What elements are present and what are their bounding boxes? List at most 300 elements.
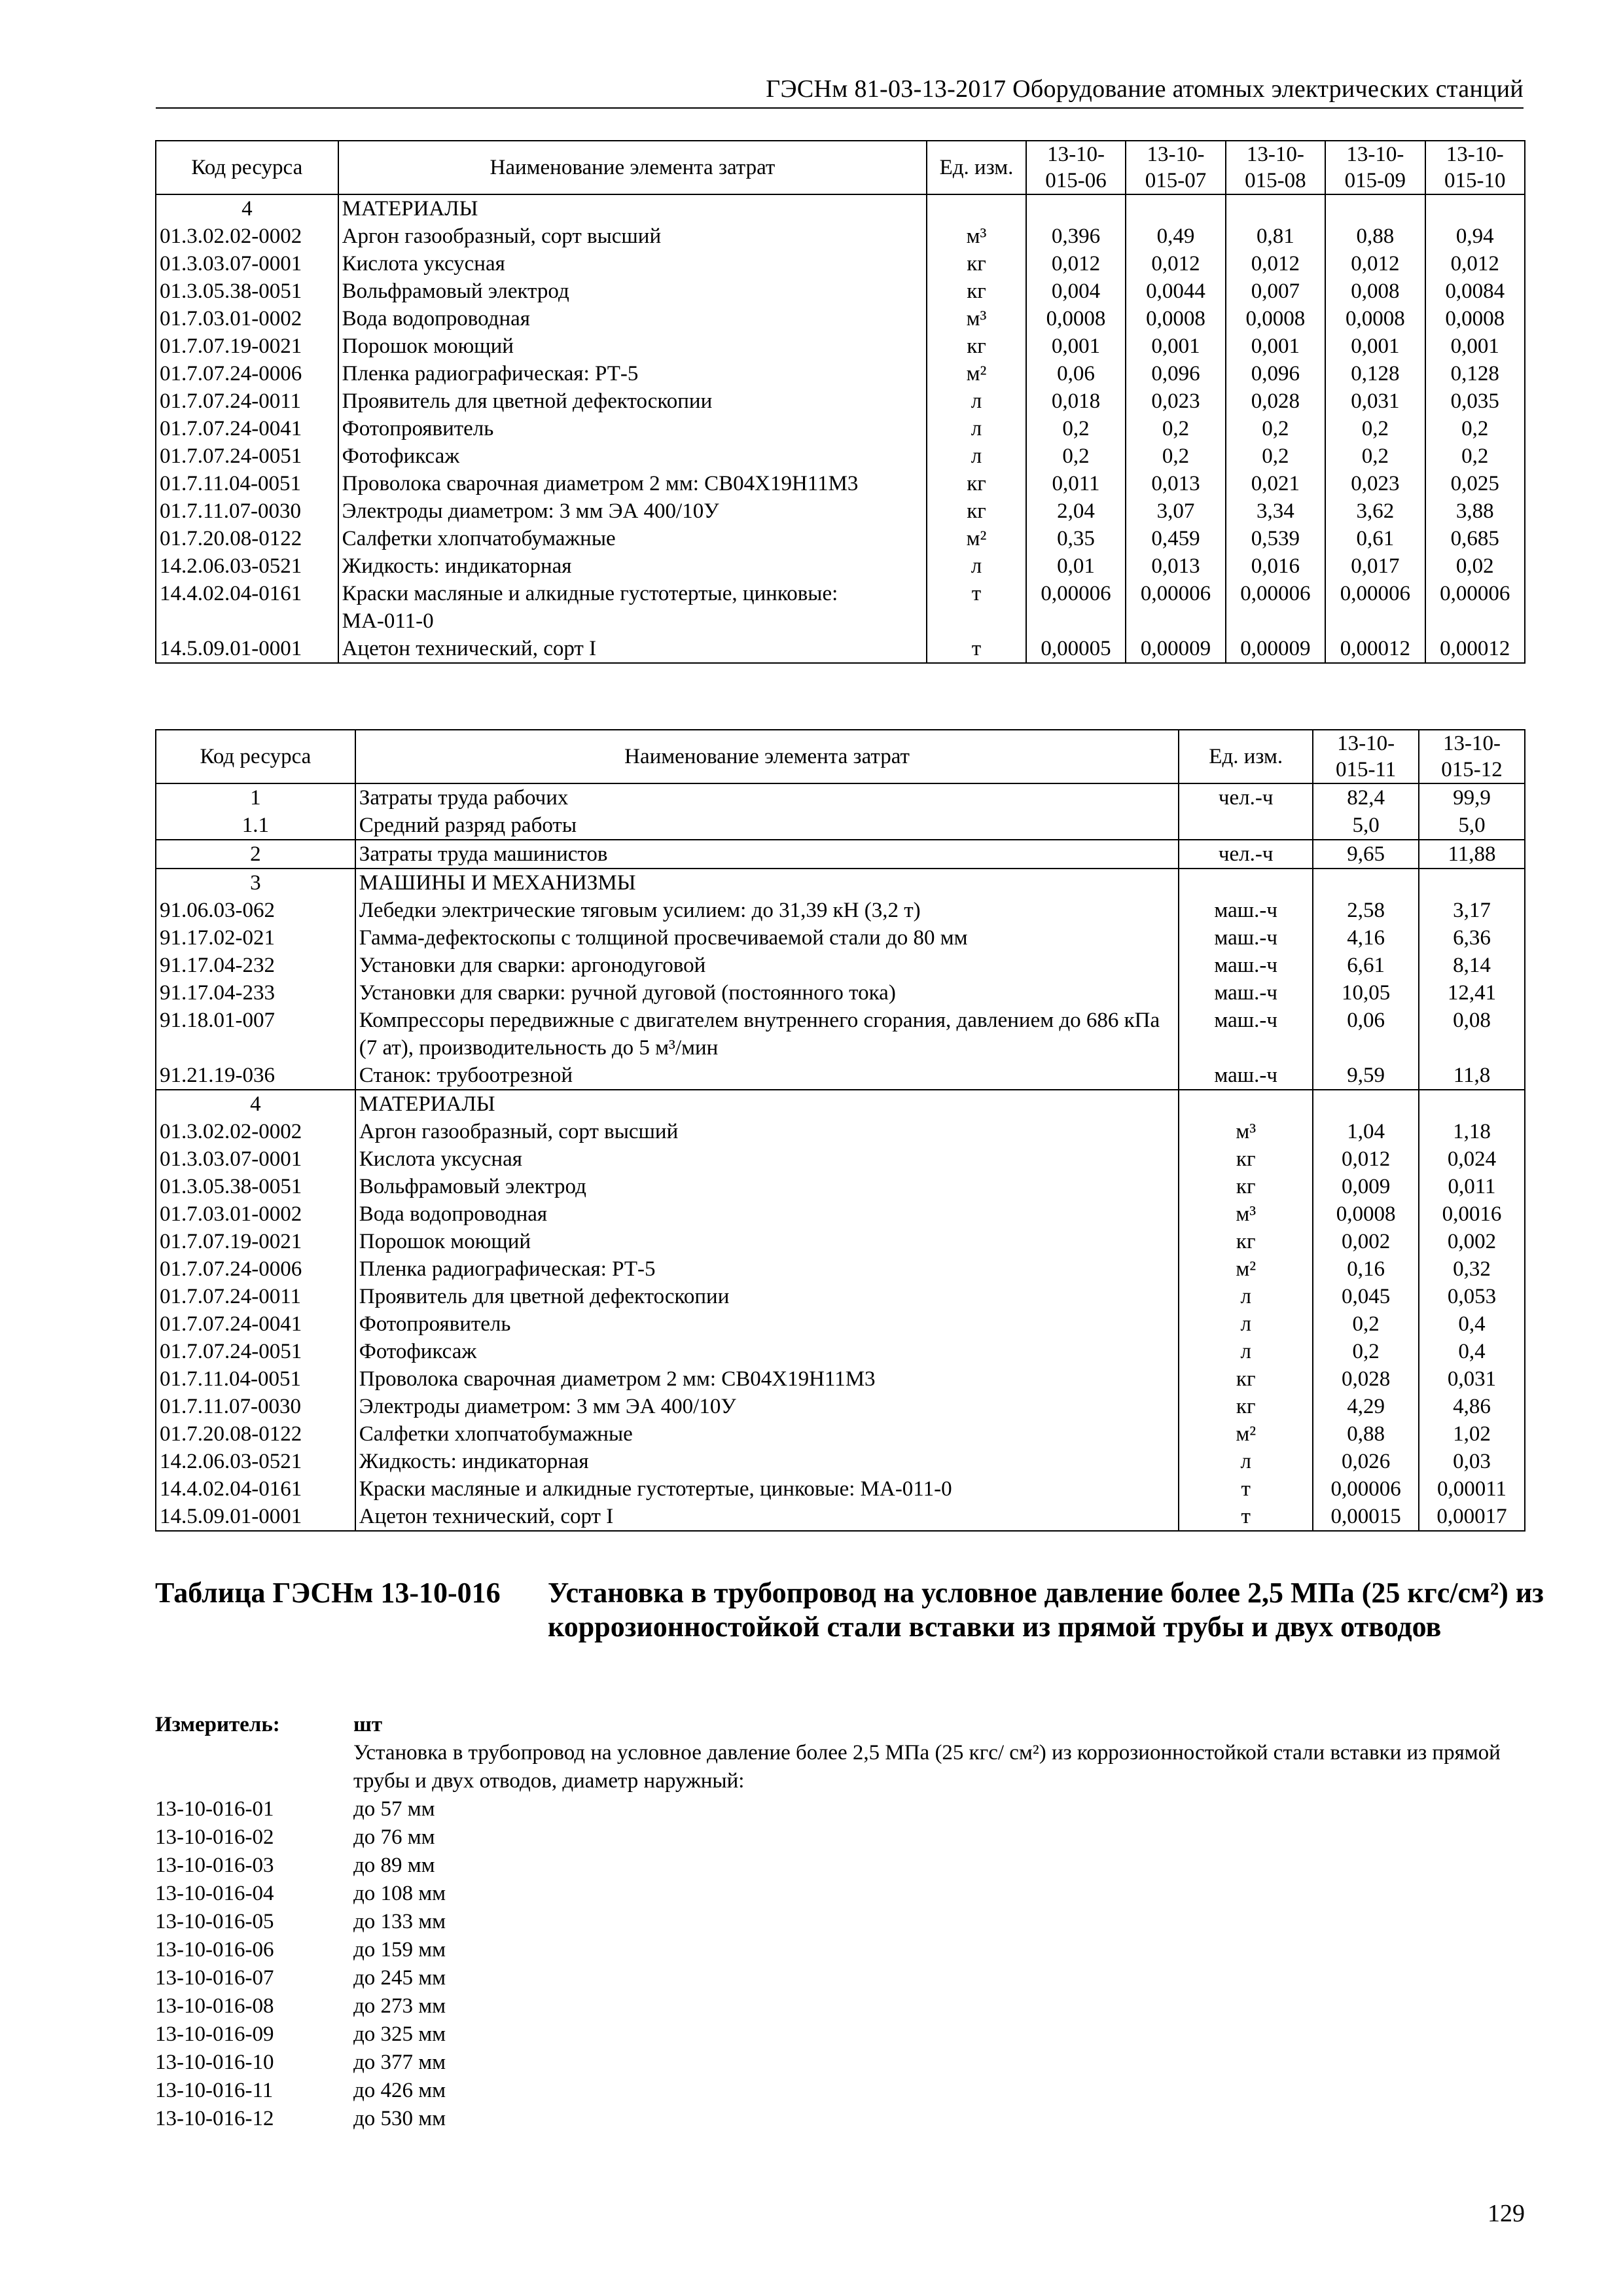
cell-value: 0,0016 [1419,1200,1525,1228]
table-row [156,1503,1525,1531]
cell-code: 01.7.07.24-0051 [156,442,338,470]
cell-unit: маш.-ч [1179,1062,1313,1090]
cell-name: Фотофиксаж [338,442,927,470]
cell-code: 01.3.03.07-0001 [156,250,338,278]
cell-value: 0,32 [1419,1255,1525,1283]
cell-code: 1 [156,783,355,812]
cell-unit: маш.-ч [1179,952,1313,979]
cell-value: 0,026 [1313,1448,1419,1475]
cell-name: Кислота уксусная [338,250,927,278]
item-code: 13-10-016-01 [155,1797,274,1821]
cell-code: 01.7.07.24-0041 [156,415,338,442]
cell-value: 0,0008 [1425,305,1525,332]
cell-value: 0,035 [1425,387,1525,415]
cell-unit: маш.-ч [1179,979,1313,1007]
cell-value: 0,685 [1425,525,1525,552]
col-header-value: 13-10- 015-07 [1126,141,1225,194]
measure-item [155,2077,1525,2105]
cell-unit [1179,869,1313,897]
cell-unit: т [1179,1475,1313,1503]
col-header-value: 13-10- 015-06 [1026,141,1126,194]
cell-value [1026,194,1126,223]
measure-items [155,1795,1525,2133]
cell-name: Кислота уксусная [355,1145,1179,1173]
cell-name: Затраты труда рабочих [355,783,1179,812]
measure-block [155,1711,1525,2133]
section-name: МАТЕРИАЛЫ [355,1090,1179,1118]
cell-value: 0,396 [1026,223,1126,250]
item-code: 13-10-016-07 [155,1966,274,1990]
cell-value: 3,88 [1425,497,1525,525]
cell-code: 91.06.03-062 [156,897,355,924]
cell-value: 0,012 [1026,250,1126,278]
cell-code: 01.7.11.04-0051 [156,470,338,497]
cell-value: 0,00012 [1325,635,1425,663]
item-text: до 426 мм [353,2079,446,2102]
cell-value: 0,028 [1313,1365,1419,1393]
cell-unit: маш.-ч [1179,897,1313,924]
cell-value: 0,2 [1313,1338,1419,1365]
cell-name: Фотопроявитель [355,1310,1179,1338]
cell-name: Средний разряд работы [355,812,1179,840]
cell-name: Вольфрамовый электрод [338,278,927,305]
table-row [156,1145,1525,1173]
measure-item [155,1936,1525,1964]
measure-label: Измеритель: [155,1713,280,1736]
table-row [156,525,1525,552]
cell-unit: кг [927,278,1026,305]
col-header-name: Наименование элемента затрат [338,141,927,194]
cell-value: 11,88 [1419,840,1525,869]
cell-value: 0,0008 [1226,305,1325,332]
item-code: 13-10-016-05 [155,1910,274,1933]
table-row [156,278,1525,305]
table-row [156,1255,1525,1283]
cell-value: 0,01 [1026,552,1126,580]
cell-value: 6,61 [1313,952,1419,979]
table-row [156,812,1525,840]
cell-name: Электроды диаметром: 3 мм ЭА 400/10У [355,1393,1179,1420]
cell-unit: м³ [927,223,1026,250]
cell-value: 0,2 [1325,415,1425,442]
cell-value: 1,04 [1313,1118,1419,1145]
table-row [156,1283,1525,1310]
table-row [156,1393,1525,1420]
cell-value: 0,35 [1026,525,1126,552]
cell-value: 0,028 [1226,387,1325,415]
cell-code: 14.5.09.01-0001 [156,1503,355,1531]
cell-value: 0,06 [1026,360,1126,387]
cell-code: 14.4.02.04-0161 [156,1475,355,1503]
table-row [156,979,1525,1007]
measure-unit-row [155,1711,1525,1739]
cell-code: 01.7.20.08-0122 [156,525,338,552]
cell-unit: м² [927,525,1026,552]
cell-value: 2,58 [1313,897,1419,924]
item-code: 13-10-016-08 [155,1994,274,2018]
cell-unit: кг [1179,1228,1313,1255]
cell-value: 0,00006 [1313,1475,1419,1503]
table-row [156,1062,1525,1090]
cell-code: 01.7.07.24-0011 [156,1283,355,1310]
cell-unit: л [1179,1448,1313,1475]
item-code: 13-10-016-09 [155,2022,274,2046]
cell-value: 1,02 [1419,1420,1525,1448]
cell-name: Проявитель для цветной дефектоскопии [338,387,927,415]
cell-value: 0,00006 [1026,580,1126,635]
table-row [156,783,1525,812]
item-code: 13-10-016-02 [155,1825,274,1849]
cell-name: Пленка радиографическая: РТ-5 [355,1255,1179,1283]
cell-value: 0,4 [1419,1338,1525,1365]
cell-unit: м² [1179,1255,1313,1283]
cell-code: 01.7.07.24-0006 [156,1255,355,1283]
cell-value: 0,49 [1126,223,1225,250]
cell-value: 0,2 [1126,442,1225,470]
cell-value: 11,8 [1419,1062,1525,1090]
item-text: до 530 мм [353,2107,446,2130]
cell-value: 2,04 [1026,497,1126,525]
cell-value: 5,0 [1419,812,1525,840]
cell-unit: кг [927,470,1026,497]
cell-value: 0,08 [1419,1007,1525,1062]
cell-value: 0,2 [1226,415,1325,442]
measure-item [155,2020,1525,2049]
cell-value: 0,025 [1425,470,1525,497]
cell-value: 0,023 [1325,470,1425,497]
cell-code: 14.4.02.04-0161 [156,580,338,635]
cell-value: 0,017 [1325,552,1425,580]
table-row [156,1365,1525,1393]
cell-code: 91.17.04-233 [156,979,355,1007]
cell-value: 0,0044 [1126,278,1225,305]
table-row [156,635,1525,663]
measure-item [155,2049,1525,2077]
cell-name: Салфетки хлопчатобумажные [355,1420,1179,1448]
cell-unit: м² [927,360,1026,387]
cell-unit: л [927,442,1026,470]
col-header-value: 13-10- 015-09 [1325,141,1425,194]
cell-name: Порошок моющий [338,332,927,360]
cell-value: 0,045 [1313,1283,1419,1310]
cell-value: 1,18 [1419,1118,1525,1145]
cell-name: Установки для сварки: аргонодуговой [355,952,1179,979]
cell-unit: кг [927,497,1026,525]
section-number: 4 [156,1090,355,1118]
cell-value [1226,194,1325,223]
cell-value: 0,011 [1419,1173,1525,1200]
cell-name: Проявитель для цветной дефектоскопии [355,1283,1179,1310]
cell-value: 0,81 [1226,223,1325,250]
cell-value: 0,018 [1026,387,1126,415]
cell-value: 4,16 [1313,924,1419,952]
cell-value: 0,001 [1226,332,1325,360]
measure-item [155,2105,1525,2133]
cell-name: Лебедки электрические тяговым усилием: до 31,39 кН (3,2 т) [355,897,1179,924]
cell-name: Фотопроявитель [338,415,927,442]
cell-value: 0,2 [1313,1310,1419,1338]
table-row [156,442,1525,470]
cell-value: 0,128 [1425,360,1525,387]
cell-value: 0,096 [1126,360,1225,387]
cell-code: 01.7.20.08-0122 [156,1420,355,1448]
col-header-value: 13-10- 015-11 [1313,730,1419,783]
cell-unit: кг [927,332,1026,360]
cell-unit [927,194,1026,223]
measure-item [155,1908,1525,1936]
measure-item [155,1795,1525,1823]
cell-code: 01.7.07.24-0041 [156,1310,355,1338]
cell-value [1425,194,1525,223]
cell-value: 0,61 [1325,525,1425,552]
resource-table-1 [155,140,1525,664]
cell-name: Вода водопроводная [338,305,927,332]
table-header-row [156,141,1525,194]
col-header-value: 13-10- 015-08 [1226,141,1325,194]
cell-code: 01.3.02.02-0002 [156,223,338,250]
cell-value: 0,2 [1425,415,1525,442]
measure-item [155,1823,1525,1852]
table-row [156,387,1525,415]
table-row [156,360,1525,387]
cell-value: 0,06 [1313,1007,1419,1062]
cell-unit: л [927,415,1026,442]
cell-value: 82,4 [1313,783,1419,812]
item-code: 13-10-016-03 [155,1854,274,1877]
table-row [156,223,1525,250]
cell-code: 01.3.03.07-0001 [156,1145,355,1173]
cell-value: 0,001 [1325,332,1425,360]
col-header-value: 13-10- 015-10 [1425,141,1525,194]
cell-name: Гамма-дефектоскопы с толщиной просвечиваемой стали до 80 мм [355,924,1179,952]
cell-value: 99,9 [1419,783,1525,812]
table-row [156,840,1525,869]
cell-value: 0,0008 [1313,1200,1419,1228]
item-text: до 108 мм [353,1882,446,1905]
cell-value: 0,012 [1313,1145,1419,1173]
cell-code: 91.17.02-021 [156,924,355,952]
cell-unit: маш.-ч [1179,924,1313,952]
cell-value [1313,1090,1419,1118]
cell-unit: л [1179,1338,1313,1365]
cell-value: 0,0008 [1325,305,1425,332]
cell-value: 0,012 [1126,250,1225,278]
cell-unit: м³ [1179,1200,1313,1228]
cell-name: Установки для сварки: ручной дуговой (постоянного тока) [355,979,1179,1007]
cell-value: 3,07 [1126,497,1225,525]
cell-code: 91.21.19-036 [156,1062,355,1090]
cell-value: 0,053 [1419,1283,1525,1310]
table-row [156,1200,1525,1228]
col-header-unit: Ед. изм. [927,141,1026,194]
table-row [156,1007,1525,1062]
section-name: МАШИНЫ И МЕХАНИЗМЫ [355,869,1179,897]
cell-value: 5,0 [1313,812,1419,840]
table-row [156,1090,1525,1118]
cell-value: 0,00006 [1226,580,1325,635]
cell-name: Затраты труда машинистов [355,840,1179,869]
cell-code: 14.5.09.01-0001 [156,635,338,663]
cell-value: 0,88 [1313,1420,1419,1448]
cell-unit [1179,812,1313,840]
item-text: до 133 мм [353,1910,446,1933]
cell-name: Станок: трубоотрезной [355,1062,1179,1090]
cell-code: 01.3.02.02-0002 [156,1118,355,1145]
measure-description: Установка в трубопровод на условное давление более 2,5 МПа (25 кгс/ см²) из коррозионностойкой стали вставки из прямой трубы и двух отводов, диаметр наружный: [353,1741,1501,1793]
cell-value: 0,009 [1313,1173,1419,1200]
cell-name: Жидкость: индикаторная [338,552,927,580]
cell-code: 2 [156,840,355,869]
cell-value: 9,65 [1313,840,1419,869]
cell-value: 0,2 [1126,415,1225,442]
cell-value: 0,008 [1325,278,1425,305]
cell-unit: м³ [1179,1118,1313,1145]
item-code: 13-10-016-11 [155,2079,274,2102]
table-row [156,470,1525,497]
cell-unit: т [927,635,1026,663]
cell-unit: кг [1179,1365,1313,1393]
table-header-row [156,730,1525,783]
table-row [156,250,1525,278]
table-row [156,1338,1525,1365]
cell-unit: л [927,387,1026,415]
cell-value: 0,016 [1226,552,1325,580]
cell-name: Ацетон технический, сорт I [355,1503,1179,1531]
table-row [156,497,1525,525]
cell-unit: кг [927,250,1026,278]
cell-value [1325,194,1425,223]
cell-value: 6,36 [1419,924,1525,952]
measure-unit: шт [353,1713,383,1736]
cell-value: 12,41 [1419,979,1525,1007]
cell-unit [1179,1090,1313,1118]
item-code: 13-10-016-04 [155,1882,274,1905]
cell-value: 0,00009 [1126,635,1225,663]
cell-value: 0,001 [1126,332,1225,360]
cell-value: 0,459 [1126,525,1225,552]
measure-item [155,1992,1525,2020]
cell-value: 0,2 [1026,442,1126,470]
table-row [156,924,1525,952]
cell-unit: кг [1179,1173,1313,1200]
cell-code: 01.7.07.24-0051 [156,1338,355,1365]
cell-code: 91.17.04-232 [156,952,355,979]
cell-code: 1.1 [156,812,355,840]
running-header: ГЭСНм 81-03-13-2017 Оборудование атомных электрических станций [156,75,1524,109]
section-name: МАТЕРИАЛЫ [338,194,927,223]
cell-code: 01.7.07.24-0011 [156,387,338,415]
table-row [156,580,1525,635]
cell-unit: чел.-ч [1179,783,1313,812]
cell-value: 3,17 [1419,897,1525,924]
col-header-code: Код ресурса [156,730,355,783]
cell-value [1313,869,1419,897]
cell-code: 01.3.05.38-0051 [156,278,338,305]
cell-name: Аргон газообразный, сорт высший [355,1118,1179,1145]
cell-name: Салфетки хлопчатобумажные [338,525,927,552]
cell-value: 9,59 [1313,1062,1419,1090]
cell-value: 0,94 [1425,223,1525,250]
cell-name: Вольфрамовый электрод [355,1173,1179,1200]
table-label: Таблица ГЭСНм 13-10-016 [155,1577,501,1609]
item-text: до 325 мм [353,2022,446,2046]
item-text: до 159 мм [353,1938,446,1962]
cell-value: 3,62 [1325,497,1425,525]
cell-value: 0,004 [1026,278,1126,305]
item-text: до 76 мм [353,1825,435,1849]
table-body [156,783,1525,1531]
cell-code: 01.7.03.01-0002 [156,305,338,332]
cell-value: 0,2 [1325,442,1425,470]
cell-name: Порошок моющий [355,1228,1179,1255]
measure-item [155,1852,1525,1880]
item-text: до 377 мм [353,2051,446,2074]
cell-value: 0,88 [1325,223,1425,250]
cell-value: 0,013 [1126,470,1225,497]
cell-code: 01.3.05.38-0051 [156,1173,355,1200]
cell-value: 0,001 [1026,332,1126,360]
cell-value: 0,2 [1026,415,1126,442]
cell-name: Аргон газообразный, сорт высший [338,223,927,250]
cell-value: 0,002 [1313,1228,1419,1255]
cell-value: 0,128 [1325,360,1425,387]
cell-value: 0,00006 [1126,580,1225,635]
table-row [156,1228,1525,1255]
cell-value: 0,00009 [1226,635,1325,663]
cell-name: Краски масляные и алкидные густотертые, цинковые: МА-011-0 [355,1475,1179,1503]
cell-value: 0,00017 [1419,1503,1525,1531]
measure-item [155,1880,1525,1908]
cell-value: 0,012 [1425,250,1525,278]
cell-value: 0,0008 [1126,305,1225,332]
col-header-unit: Ед. изм. [1179,730,1313,783]
cell-code: 14.2.06.03-0521 [156,1448,355,1475]
cell-unit: кг [1179,1393,1313,1420]
cell-value: 0,011 [1026,470,1126,497]
table-row [156,1310,1525,1338]
cell-value: 0,031 [1419,1365,1525,1393]
cell-value: 0,00012 [1425,635,1525,663]
table-body [156,194,1525,663]
cell-value: 4,86 [1419,1393,1525,1420]
cell-code: 01.7.03.01-0002 [156,1200,355,1228]
cell-value: 0,096 [1226,360,1325,387]
cell-unit: м³ [927,305,1026,332]
table-row [156,415,1525,442]
cell-value: 0,00005 [1026,635,1126,663]
col-header-code: Код ресурса [156,141,338,194]
cell-name: Фотофиксаж [355,1338,1179,1365]
table-row [156,897,1525,924]
cell-unit: м² [1179,1420,1313,1448]
cell-code: 01.7.07.24-0006 [156,360,338,387]
cell-name: Электроды диаметром: 3 мм ЭА 400/10У [338,497,927,525]
cell-code: 01.7.11.07-0030 [156,497,338,525]
cell-value: 0,02 [1425,552,1525,580]
table-row [156,869,1525,897]
table-row [156,952,1525,979]
cell-name: Проволока сварочная диаметром 2 мм: СВ04Х19Н11М3 [338,470,927,497]
table-row [156,305,1525,332]
cell-unit: кг [1179,1145,1313,1173]
cell-value: 0,4 [1419,1310,1525,1338]
cell-value: 0,16 [1313,1255,1419,1283]
cell-value: 0,00015 [1313,1503,1419,1531]
cell-value: 0,00006 [1425,580,1525,635]
cell-code: 14.2.06.03-0521 [156,552,338,580]
col-header-name: Наименование элемента затрат [355,730,1179,783]
table-row [156,332,1525,360]
